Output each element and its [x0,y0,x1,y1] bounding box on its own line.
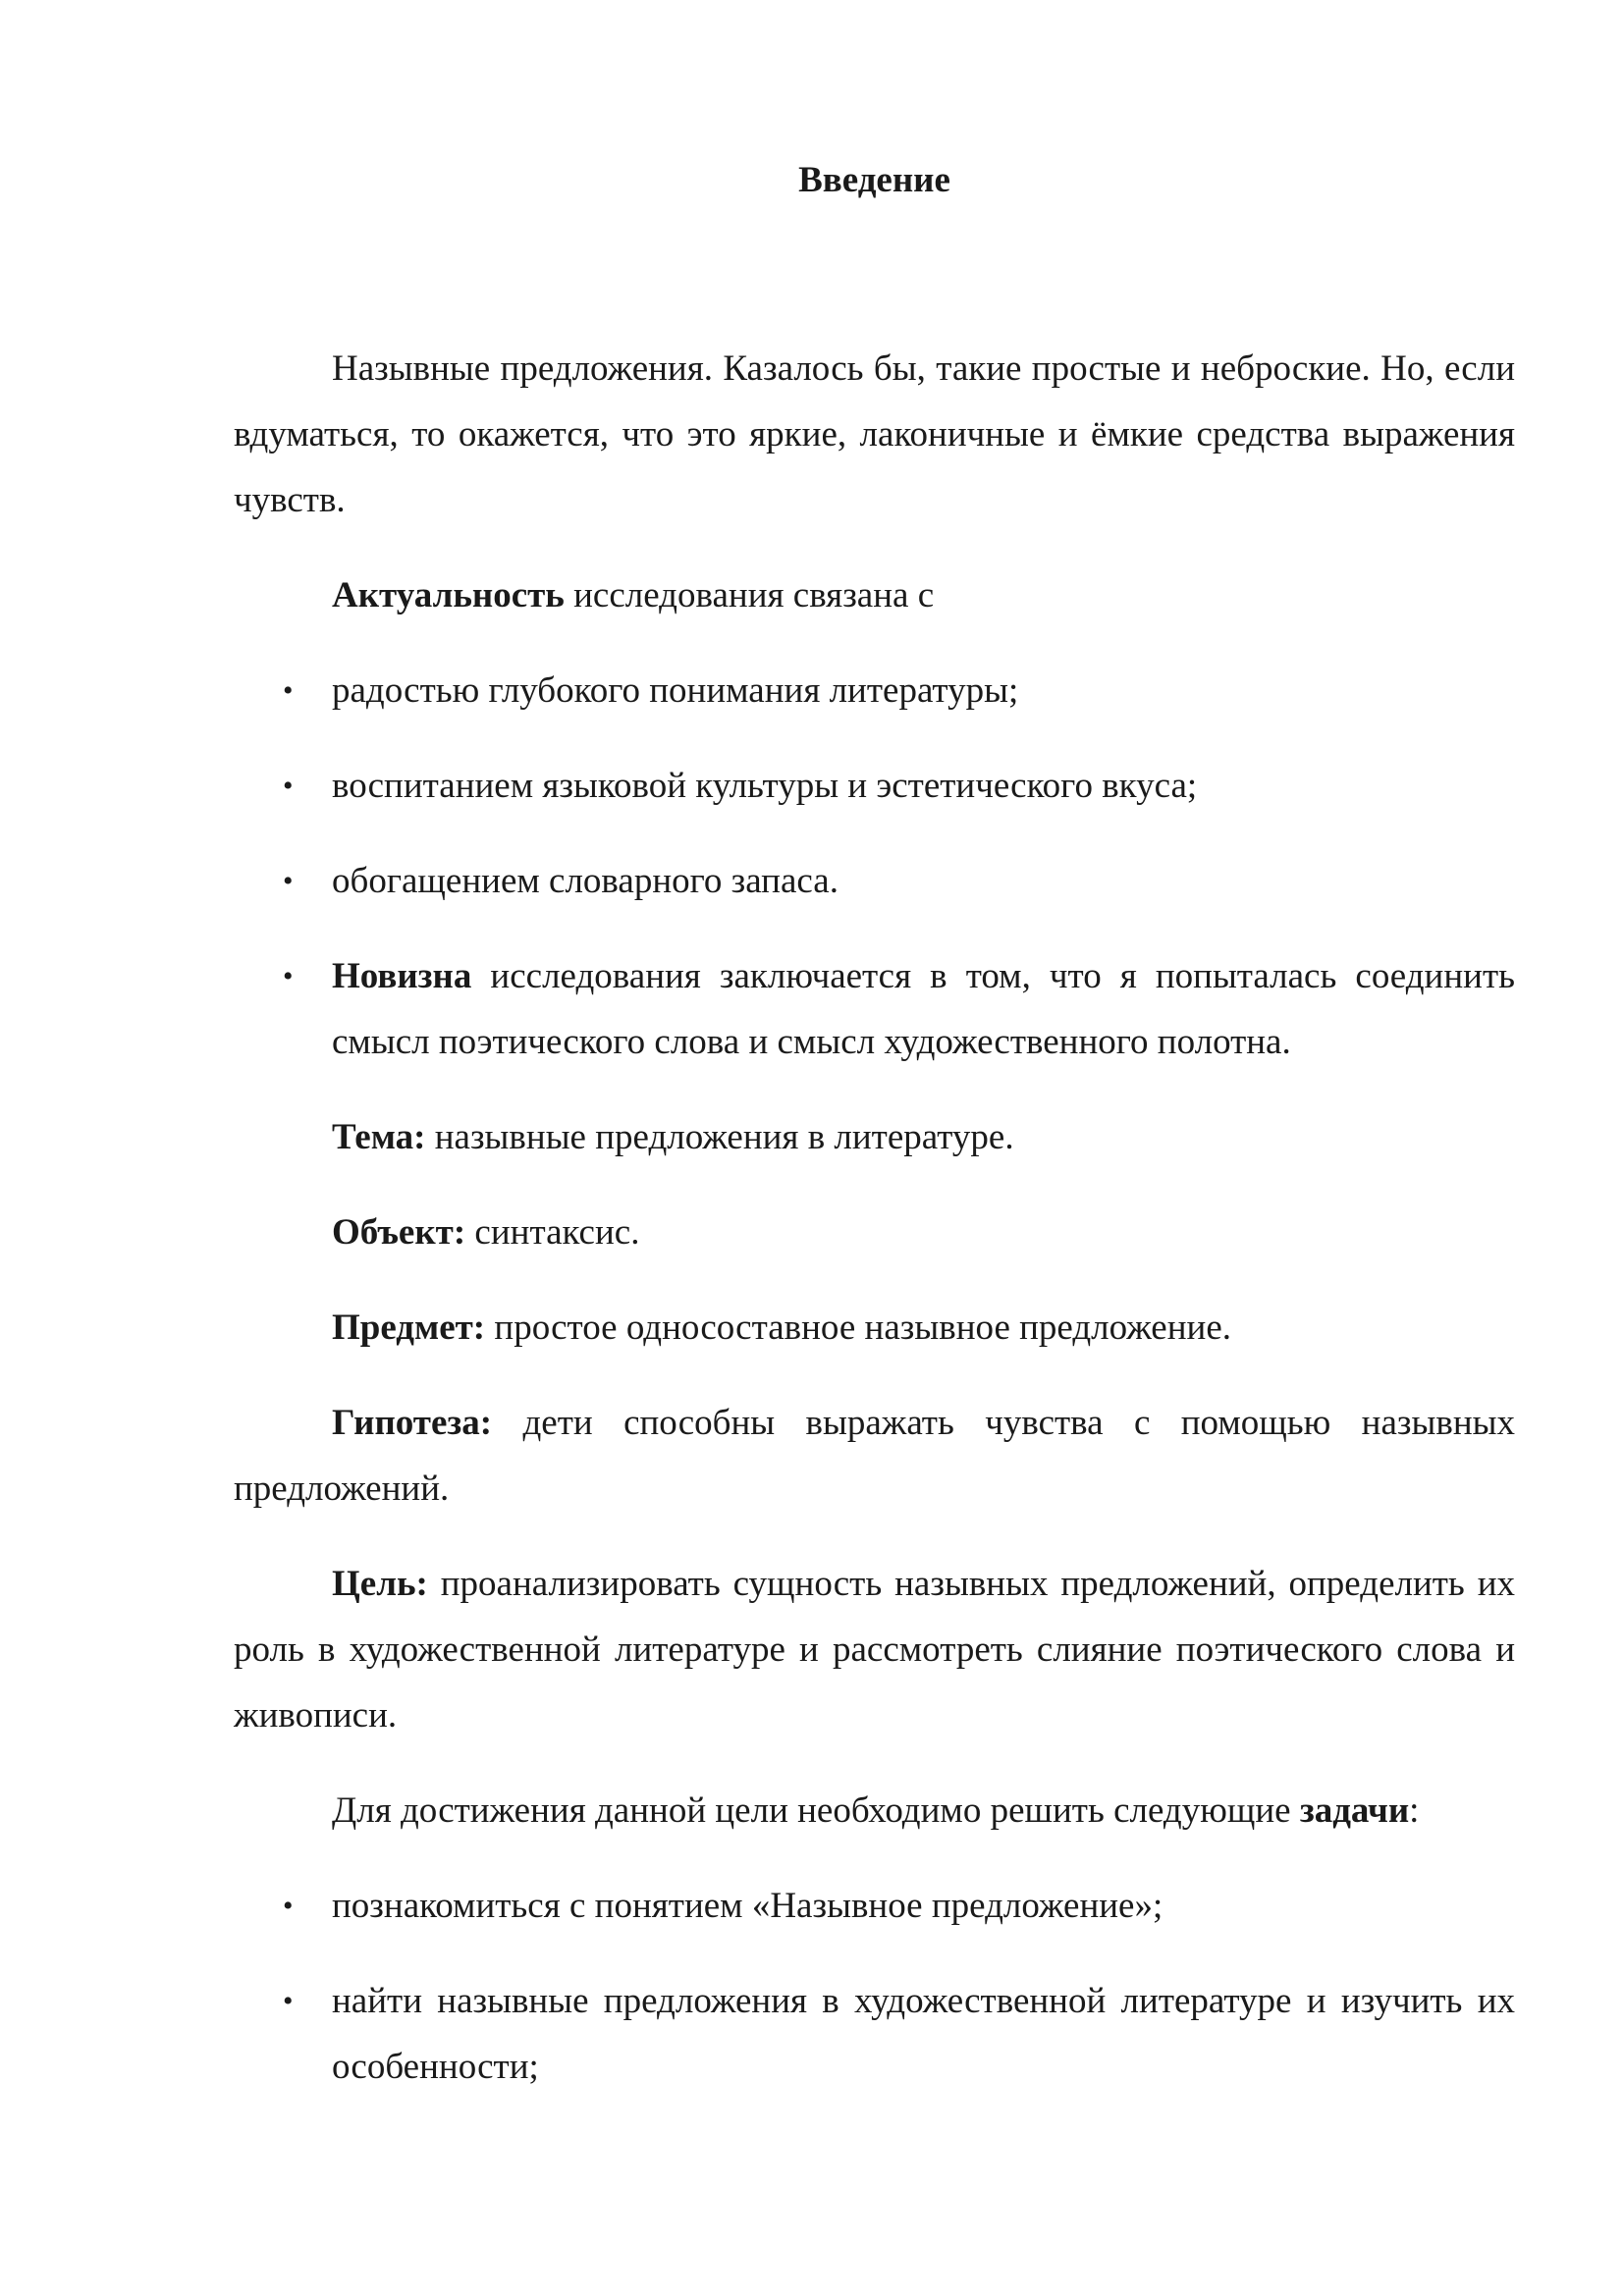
object-text: синтаксис. [465,1212,640,1253]
novelty-item [234,943,1515,1075]
subject-label: Предмет: [332,1308,486,1348]
bullet-icon: • [283,674,294,707]
list-item-text: познакомиться с понятием «Назывное предложение»; [332,1886,1163,1926]
list-item [234,848,1515,914]
document-content [234,147,1515,2129]
bullet-icon: • [283,770,294,802]
list-item-text: радостью глубокого понимания литературы; [332,670,1019,711]
object-paragraph [234,1200,1515,1265]
subject-text: простое односоставное назывное предложение. [485,1308,1231,1348]
topic-text: назывные предложения в литературе. [425,1117,1014,1157]
goal-paragraph [234,1551,1515,1748]
bullet-icon: • [283,1985,294,2017]
list-item-text: найти назывные предложения в художественной литературе и изучить их особенности; [332,1981,1515,2087]
hypothesis-label: Гипотеза: [332,1403,493,1443]
bullet-icon: • [283,865,294,897]
list-item-text: обогащением словарного запаса. [332,861,839,901]
tasks-intro-text: Для достижения данной цели необходимо решить следующие [332,1790,1300,1831]
bullet-icon: • [283,960,294,992]
object-label: Объект: [332,1212,466,1253]
list-item [234,753,1515,819]
list-item [234,1968,1515,2100]
novelty-label: Новизна [332,956,472,996]
novelty-text: исследования заключается в том, что я попыталась соединить смысл поэтического слова и смысл художественного полотна. [332,956,1515,1062]
bullet-icon: • [283,1890,294,1922]
hypothesis-paragraph [234,1390,1515,1522]
list-item [234,658,1515,723]
tasks-label: задачи [1299,1790,1410,1831]
subject-paragraph [234,1295,1515,1361]
topic-paragraph [234,1104,1515,1170]
page-title: Введение [798,160,950,200]
hypothesis-text: дети способны выражать чувства с помощью назывных предложений. [234,1403,1515,1509]
list-item-text: воспитанием языковой культуры и эстетического вкуса; [332,766,1198,806]
relevance-label: Актуальность [332,575,565,615]
tasks-list [234,1873,1515,2100]
intro-paragraph: Назывные предложения. Казалось бы, такие простые и неброские. Но, если вдуматься, то окажется, что это яркие, лаконичные и ёмкие средства выражения чувств. [234,348,1515,520]
relevance-list [234,658,1515,1075]
topic-label: Тема: [332,1117,426,1157]
relevance-paragraph [234,562,1515,628]
tasks-intro-suffix: : [1409,1790,1420,1831]
goal-label: Цель: [332,1564,428,1604]
goal-text: проанализировать сущность назывных предложений, определить их роль в художественной литературе и рассмотреть слияние поэтического слова и живописи. [234,1564,1515,1735]
list-item [234,1873,1515,1939]
relevance-text: исследования связана с [564,575,935,615]
tasks-intro-paragraph [234,1778,1515,1843]
